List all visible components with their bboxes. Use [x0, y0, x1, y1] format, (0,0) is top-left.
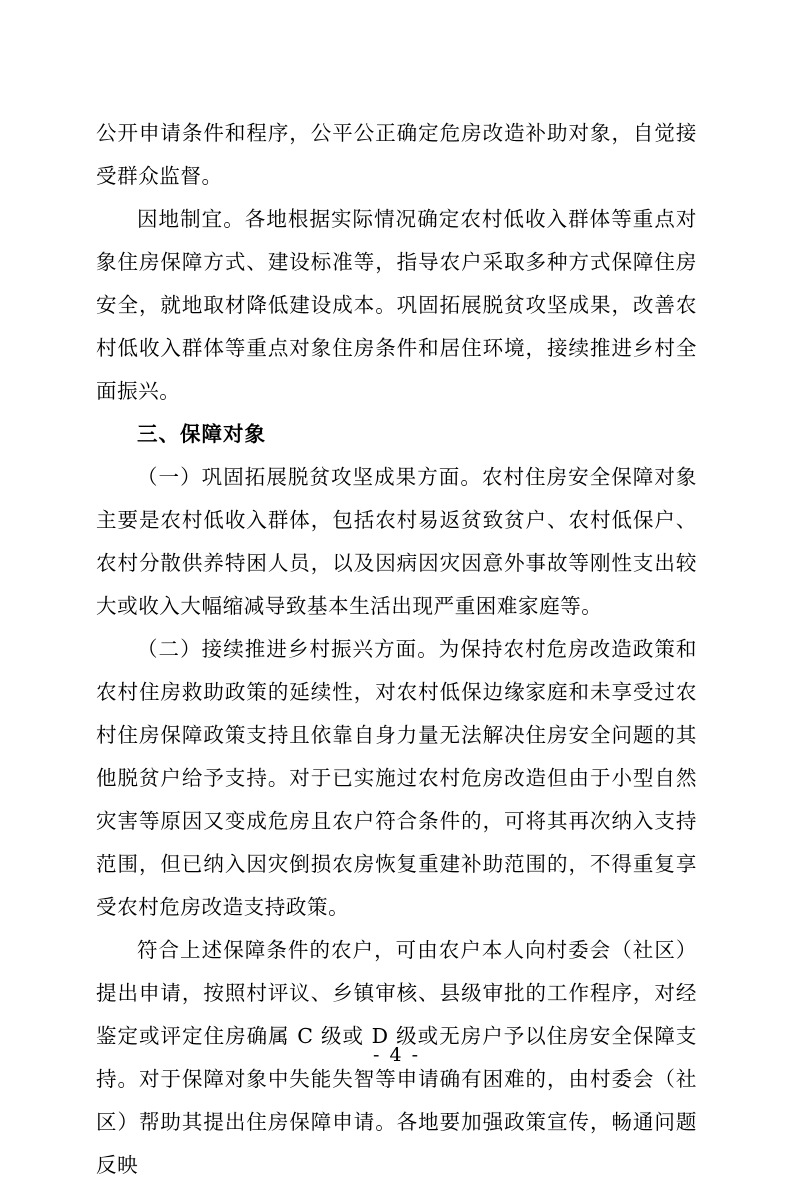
paragraph-item-one: （一）巩固拓展脱贫攻坚成果方面。农村住房安全保障对象主要是农村低收入群体，包括农村易返贫致贫户、农村低保户、农村分散供养特困人员，以及因病因灾因意外事故等刚性支出较大或收入大幅缩减导致基本生活出现严重困难家庭等。 [96, 465, 697, 618]
paragraph-continued: 公开申请条件和程序，公平公正确定危房改造补助对象，自觉接受群众监督。 [96, 121, 697, 188]
paragraph-item-two: （二）接续推进乡村振兴方面。为保持农村危房改造政策和农村住房救助政策的延续性，对农村低保边缘家庭和未享受过农村住房保障政策支持且依靠自身力量无法解决住房安全问题的其他脱贫户给予支持。对于已实施过农村危房改造但由于小型自然灾害等原因又变成危房且农户符合条件的，可将其再次纳入支持范围，但已纳入因灾倒损农房恢复重建补助范围的，不得重复享受农村危房改造支持政策。 [96, 637, 697, 919]
paragraph-application-process: 符合上述保障条件的农户，可由农户本人向村委会（社区）提出申请，按照村评议、乡镇审核、县级审批的工作程序，对经鉴定或评定住房确属 C 级或 D 级或无房户予以住房安全保障支持。对于保障对象中失能失智等申请确有困难的，由村委会（社区）帮助其提出住房保障申请。各地要加强政策宣传，畅通问题反映 [96, 938, 697, 1177]
section-heading-three: 三、保障对象 [137, 422, 266, 446]
page-number: - 4 - [372, 1044, 420, 1066]
document-body [96, 112, 697, 1187]
paragraph-local-conditions: 因地制宜。各地根据实际情况确定农村低收入群体等重点对象住房保障方式、建设标准等，指导农户采取多种方式保障住房安全，就地取材降低建设成本。巩固拓展脱贫攻坚成果，改善农村低收入群体等重点对象住房条件和居住环境，接续推进乡村全面振兴。 [96, 207, 697, 403]
